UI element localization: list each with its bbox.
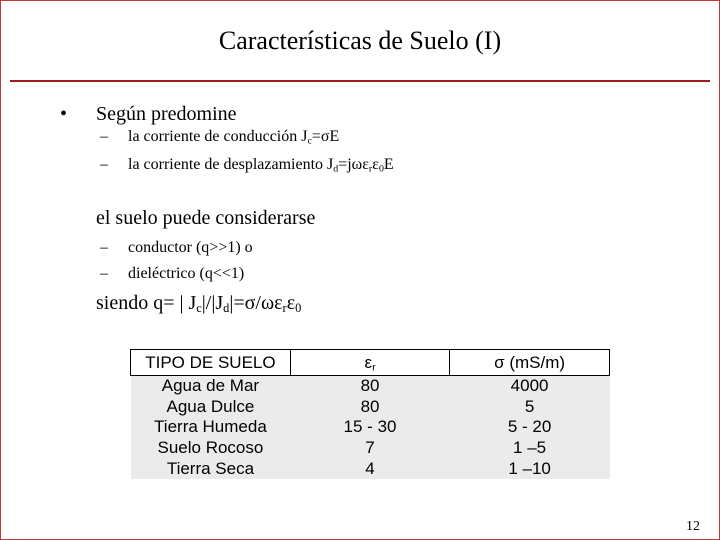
table-row [131,376,610,397]
header-permittivity: $\varepsilon_r$ [290,350,449,376]
table-header-row [131,350,610,376]
table-cell: 7 [290,438,449,459]
table-cell: 15 - 30 [290,417,449,438]
paragraph-consider: el suelo puede considerarse [96,207,316,229]
dash-icon: – [100,156,108,173]
table-row [131,397,610,418]
dash-icon: – [100,128,108,145]
table-cell: Tierra Seca [131,458,291,479]
dash-icon: – [100,265,108,282]
table-cell: Suelo Rocoso [131,438,291,459]
sub-item-conductor-text: conductor (q>>1) o [128,239,253,256]
dash-icon: – [100,239,108,256]
bullet-icon: • [60,103,68,125]
table-cell: 1 –5 [450,438,610,459]
slide-title: Características de Suelo (I) [218,26,502,55]
table-cell: Agua Dulce [131,397,291,418]
table-cell: 80 [290,397,449,418]
title-divider [10,80,710,82]
sub-item-dielectric-text: dieléctrico (q<<1) [128,265,245,282]
table-cell: Tierra Humeda [131,417,291,438]
header-soil-type: TIPO DE SUELO [131,350,291,376]
table-cell: 80 [290,376,449,397]
table-cell: 4 [290,458,449,479]
header-conductivity: σ (mS/m) [450,350,610,376]
table-cell: 4000 [450,376,610,397]
table-row [131,438,610,459]
table-cell: 5 - 20 [450,417,610,438]
paragraph-q-definition: siendo q= | $J_c|/|J_d|=\sigma/\omega\varepsilon_r\varepsilon_0$ [96,292,302,316]
table-cell: 5 [450,397,610,418]
page-number: 12 [686,519,700,534]
table-row [131,458,610,479]
table-cell: Agua de Mar [131,376,291,397]
sub-item-conduction-text: la corriente de conducción $J_c=\sigma E$ [128,128,340,147]
soil-table [130,349,610,479]
table-cell: 1 –10 [450,458,610,479]
sub-item-displacement-text: la corriente de desplazamiento $J_d=j\omega\varepsilon_r\varepsilon_0E$ [128,156,394,175]
table-row [131,417,610,438]
bullet-intro-text: Según predomine [96,103,237,125]
